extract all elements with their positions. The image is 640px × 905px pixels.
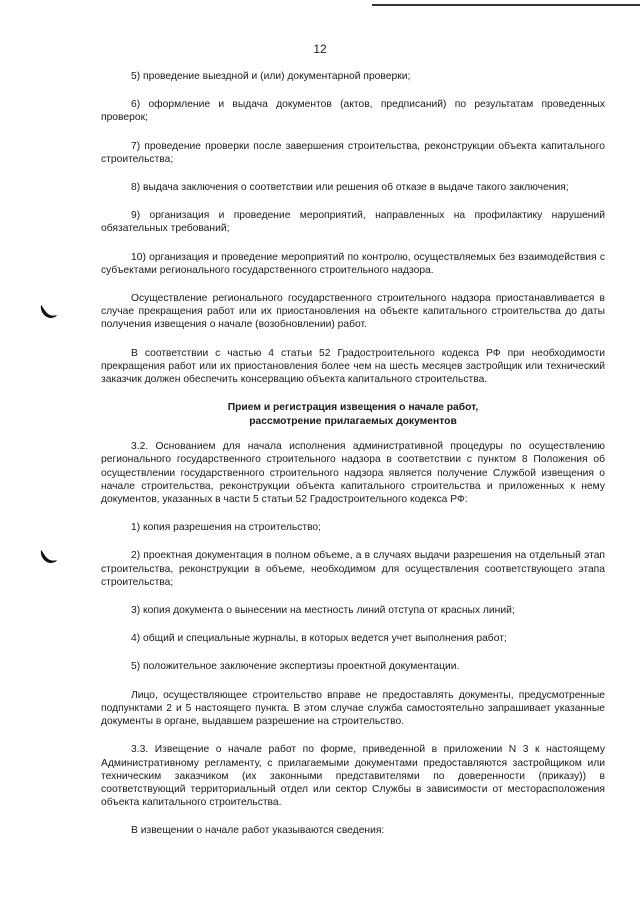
paragraph-3-2: 3.2. Основанием для начала исполнения административной процедуры по осуществлению регионального государственного строительного надзора в соответствии с пунктом 8 Положения об осуществлении государственного строительного надзора является получение Службой извещения о начале строительства, реконструкции объекта капитального строительства и приложенных к нему документов, указанных в части 5 статьи 52 Градостроительного кодекса РФ: — [101, 441, 605, 506]
doc-item-1: 1) копия разрешения на строительство; — [131, 522, 322, 534]
list-item-10: 10) организация и проведение мероприятий по контролю, осуществляемых без взаимодействия с субъектами регионального государственного строительного надзора. — [101, 251, 605, 276]
doc-item-4: 4) общий и специальные журналы, в которых ведется учет выполнения работ; — [131, 633, 507, 645]
list-item-6: 6) оформление и выдача документов (актов, предписаний) по результатам проведенных проверок; — [101, 99, 605, 124]
punch-hole-mark-top — [38, 303, 58, 321]
page-number: 12 — [313, 42, 327, 56]
document-body — [101, 70, 605, 853]
doc-item-3: 3) копия документа о вынесении на местность линий отступа от красных линий; — [131, 605, 515, 617]
list-item-8: 8) выдача заключения о соответствии или решения об отказе в выдаче такого заключения; — [131, 182, 569, 194]
paragraph-suspension: Осуществление регионального государственного строительного надзора приостанавливается в случае прекращения работ или их приостановления на объекте капитального строительства до даты получения извещения о начале (возобновлении) работ. — [101, 293, 605, 331]
paragraph-notice-info: В извещении о начале работ указываются сведения: — [131, 825, 385, 837]
section-heading — [101, 401, 605, 428]
doc-item-5: 5) положительное заключение экспертизы проектной документации. — [131, 661, 460, 673]
paragraph-conservation: В соответствии с частью 4 статьи 52 Градостроительного кодекса РФ при необходимости прекращения работ или их приостановления более чем на шесть месяцев застройщик или технический заказчик должен обеспечить консервацию объекта капитального строительства. — [101, 347, 605, 386]
list-item-7: 7) проведение проверки после завершения строительства, реконструкции объекта капитального строительства; — [101, 140, 605, 165]
section-heading-line-2: рассмотрение прилагаемых документов — [249, 415, 457, 427]
list-item-9: 9) организация и проведение мероприятий, направленных на профилактику нарушений обязательных требований; — [101, 210, 605, 235]
list-item-5: 5) проведение выездной и (или) документарной проверки; — [131, 71, 411, 82]
paragraph-3-3: 3.3. Извещение о начале работ по форме, приведенной в приложении N 3 к настоящему Административному регламенту, с прилагаемыми документами предоставляются застройщиком или техническим заказчиком (их законными представителями по доверенности (приказу)) в соответствующий территориальный отдел или сектор Службы в зависимости от месторасположения объекта капитального строительства. — [101, 744, 605, 809]
section-heading-line-1: Прием и регистрация извещения о начале работ, — [227, 402, 479, 414]
doc-item-2: 2) проектная документация в полном объеме, а в случаях выдачи разрешения на отдельный этап строительства, реконструкции в объеме, необходимом для осуществления соответствующего этапа строительства; — [101, 550, 605, 588]
paragraph-optional-docs: Лицо, осуществляющее строительство вправе не предоставлять документы, предусмотренные подпунктами 2 и 5 настоящего пункта. В этом случае служба самостоятельно запрашивает указанные документы в органе, выдавшем разрешение на строительство. — [101, 689, 605, 728]
punch-hole-mark-bottom — [38, 548, 58, 566]
top-scan-rule — [372, 4, 640, 6]
